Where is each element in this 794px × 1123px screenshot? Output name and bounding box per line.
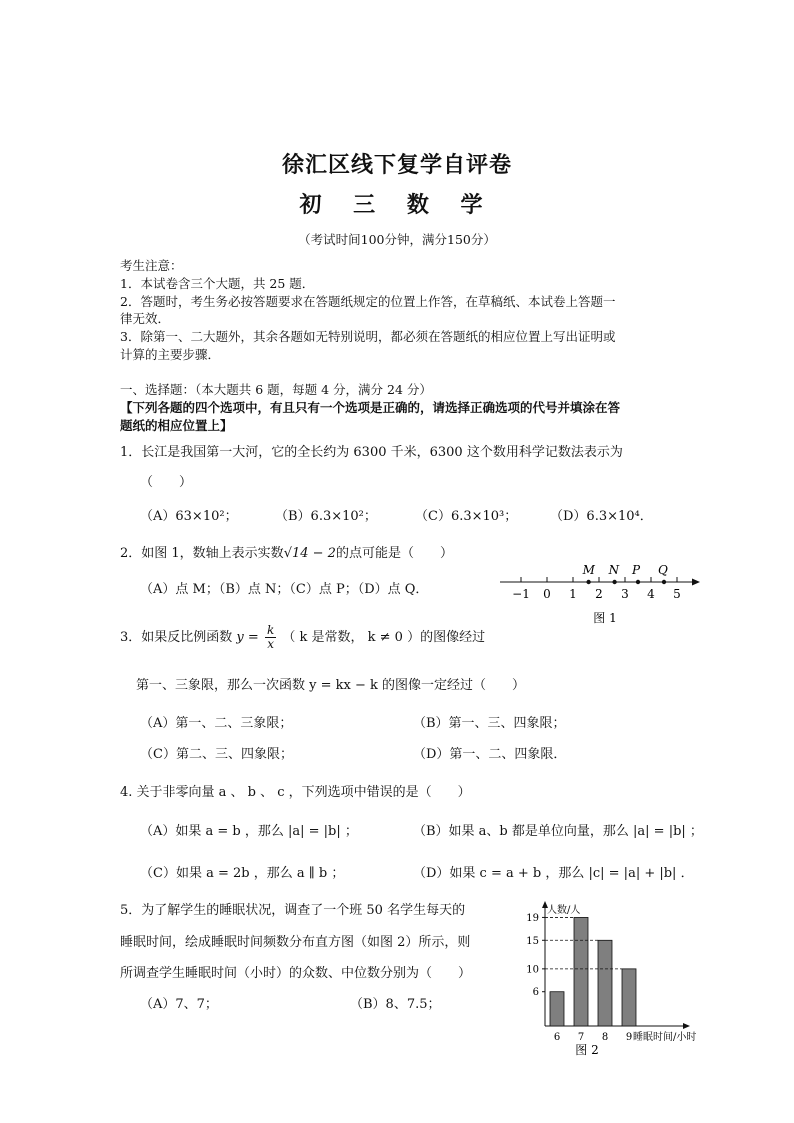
figure-2-caption: 图 2 bbox=[575, 1043, 599, 1057]
point-q bbox=[662, 580, 666, 584]
x-axis-arrow bbox=[683, 1023, 690, 1029]
y-tick-label: 10 bbox=[526, 964, 539, 976]
q3-func-y: y = bbox=[236, 630, 259, 645]
axis-tick-label: 1 bbox=[569, 587, 577, 601]
y-tick-label: 15 bbox=[526, 935, 539, 947]
y-axis-label: 人数/人 bbox=[547, 905, 581, 916]
q3-stem-pre: 3．如果反比例函数 bbox=[120, 630, 233, 645]
q3-stem bbox=[120, 624, 485, 651]
q5-option-a: （A）7、7； bbox=[140, 997, 218, 1012]
axis-tick-label: −1 bbox=[512, 587, 530, 601]
exam-info: （考试时间100分钟，满分150分） bbox=[298, 232, 496, 247]
q3-frac-num: k bbox=[266, 623, 275, 637]
point-p bbox=[636, 580, 640, 584]
point-label: M bbox=[582, 563, 595, 577]
axis-tick-label: 2 bbox=[595, 587, 603, 601]
q2-stem-pre: 2．如图 1，数轴上表示实数 bbox=[120, 546, 284, 561]
point-label: P bbox=[632, 563, 641, 577]
q2-options: （A）点 M；（B）点 N；（C）点 P；（D）点 Q． bbox=[140, 582, 429, 597]
q1-stem: 1．长江是我国第一大河，它的全长约为 6300 千米，6300 这个数用科学记数法表示为 bbox=[120, 445, 623, 460]
q5-line3: 所调查学生睡眠时间（小时）的众数、中位数分别为（ ） bbox=[120, 966, 472, 981]
q2-stem-post: 的点可能是（ ） bbox=[335, 546, 453, 561]
q3-option-d: （D）第一、二、四象限． bbox=[413, 747, 567, 762]
q1-option-c: （C）6.3×10³； bbox=[415, 509, 518, 524]
y-tick-label: 19 bbox=[526, 912, 539, 924]
section1-instruction-2: 题纸的相应位置上】 bbox=[120, 418, 233, 433]
q3-stem-post: （ k 是常数， k ≠ 0 ）的图像经过 bbox=[282, 630, 486, 645]
histogram-figure bbox=[515, 898, 710, 1063]
q4-option-b: （B）如果 a、b 都是单位向量，那么 |a| = |b| ； bbox=[413, 824, 703, 839]
q4-option-d: （D）如果 c = a + b ，那么 |c| = |a| + |b| ． bbox=[413, 866, 694, 881]
x-tick-label: 8 bbox=[601, 1032, 609, 1043]
x-tick-label: 7 bbox=[577, 1032, 585, 1043]
q4-option-a: （A）如果 a = b ，那么 |a| = |b| ； bbox=[140, 824, 358, 839]
x-axis-label: 睡眠时间/小时 bbox=[633, 1032, 697, 1043]
x-tick-label: 6 bbox=[553, 1032, 561, 1043]
q3-option-c: （C）第二、三、四象限； bbox=[140, 747, 293, 762]
axis-tick-label: 0 bbox=[543, 587, 551, 601]
axis-tick-label: 3 bbox=[621, 587, 629, 601]
section1-heading: 一、选择题：（本大题共 6 题，每题 4 分，满分 24 分） bbox=[120, 382, 432, 397]
q1-option-d: （D）6.3×10⁴． bbox=[550, 509, 653, 524]
q1-option-a: （A）63×10²； bbox=[140, 509, 238, 524]
notice-heading: 考生注意： bbox=[120, 258, 183, 273]
number-line-figure bbox=[495, 560, 705, 630]
histogram-bar bbox=[598, 940, 612, 1026]
histogram-bar bbox=[550, 992, 564, 1026]
q3-frac-den: x bbox=[267, 637, 274, 651]
q1-option-b: （B）6.3×10²； bbox=[275, 509, 377, 524]
q3-line2: 第一、三象限，那么一次函数 y = kx − k 的图像一定经过（ ） bbox=[136, 678, 526, 693]
notice-item-1: 1．本试卷含三个大题，共 25 题． bbox=[120, 276, 315, 291]
point-label: Q bbox=[658, 563, 668, 577]
q3-option-a: （A）第一、二、三象限； bbox=[140, 716, 293, 731]
q4-option-c: （C）如果 a = 2b ，那么 a ∥ b ； bbox=[140, 866, 345, 881]
axis-tick-label: 5 bbox=[673, 587, 681, 601]
point-n bbox=[612, 580, 616, 584]
q5-line2: 睡眠时间，绘成睡眠时间频数分布直方图（如图 2）所示，则 bbox=[120, 935, 471, 950]
axis-tick-label: 4 bbox=[647, 587, 655, 601]
notice-item-2b: 律无效． bbox=[120, 311, 171, 326]
q2-stem-expr: √14 − 2 bbox=[283, 546, 336, 561]
page-subtitle: 初 三 数 学 bbox=[299, 192, 495, 218]
q3-fraction bbox=[265, 624, 276, 651]
histogram-bar bbox=[622, 969, 636, 1026]
histogram-bar bbox=[574, 917, 588, 1026]
point-m bbox=[586, 580, 590, 584]
notice-item-3: 3．除第一、二大题外，其余各题如无特别说明，都必须在答题纸的相应位置上写出证明或 bbox=[120, 329, 616, 344]
q2-stem bbox=[120, 542, 453, 561]
q4-stem: 4. 关于非零向量 a 、 b 、 c ，下列选项中错误的是（ ） bbox=[120, 785, 471, 800]
q5-line1: 5．为了解学生的睡眠状况，调查了一个班 50 名学生每天的 bbox=[120, 903, 466, 918]
notice-item-3b: 计算的主要步骤． bbox=[120, 347, 221, 362]
q1-paren: （ ） bbox=[140, 475, 193, 490]
q5-option-b: （B）8、7.5； bbox=[350, 997, 441, 1012]
x-tick-label: 9 bbox=[625, 1032, 633, 1043]
point-label: N bbox=[608, 563, 620, 577]
notice-item-2: 2．答题时，考生务必按答题要求在答题纸规定的位置上作答，在草稿纸、本试卷上答题一 bbox=[120, 294, 616, 309]
y-tick-label: 6 bbox=[532, 987, 539, 999]
q3-option-b: （B）第一、三、四象限； bbox=[413, 716, 566, 731]
section1-instruction-1: 【下列各题的四个选项中，有且只有一个选项是正确的，请选择正确选项的代号并填涂在答 bbox=[120, 400, 621, 415]
figure-1-caption: 图 1 bbox=[593, 611, 617, 625]
page-title: 徐汇区线下复学自评卷 bbox=[281, 152, 512, 178]
